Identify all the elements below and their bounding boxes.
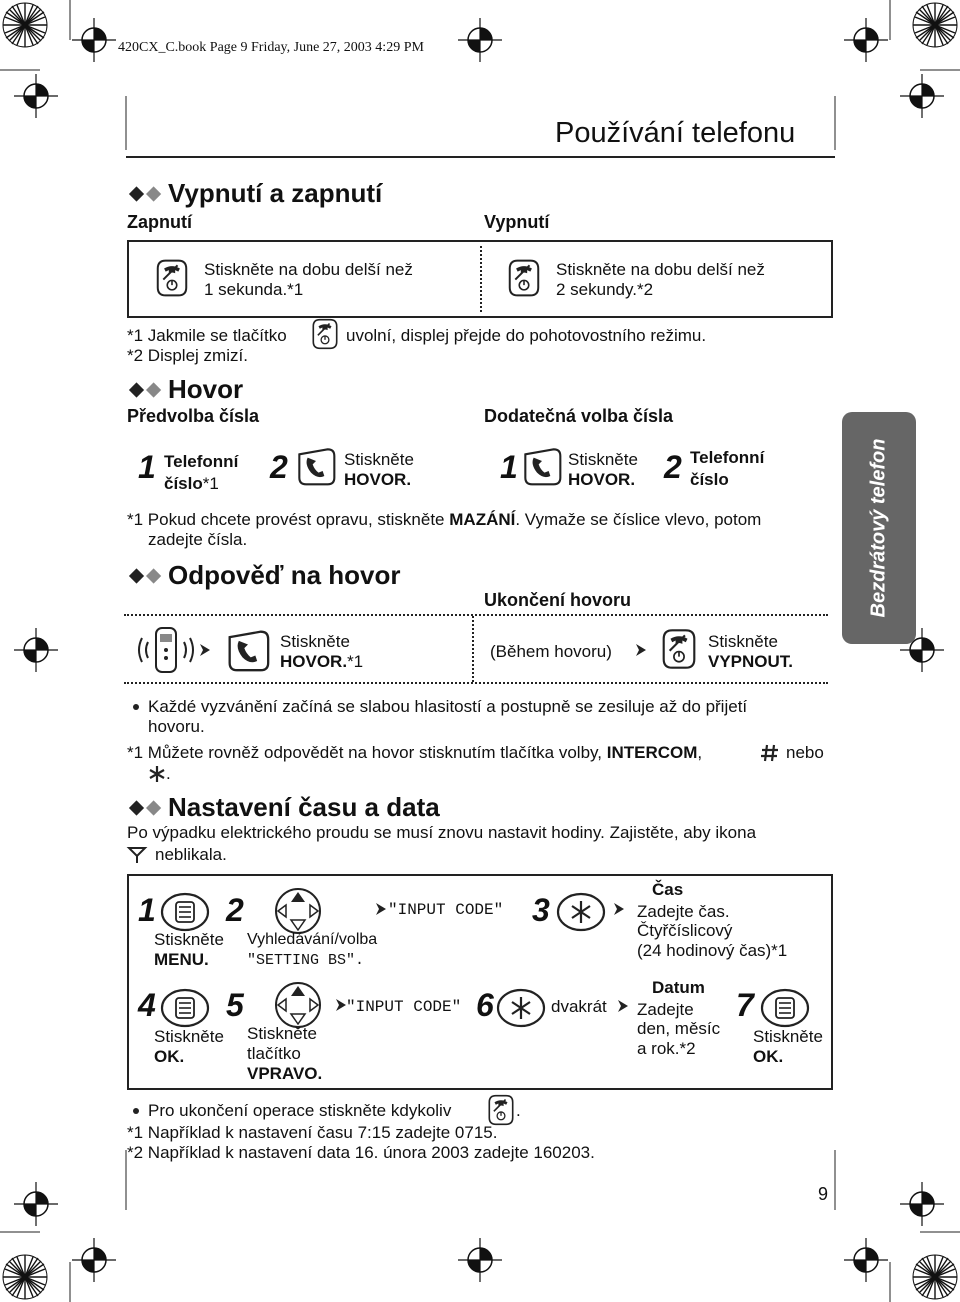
tel-number-label: Telefonní (690, 448, 765, 467)
on-text-2: 1 sekunda.*1 (204, 280, 304, 299)
section-title-call: Hovor (168, 374, 244, 404)
talk-button-icon (226, 628, 270, 672)
registration-mark-icon (900, 74, 944, 118)
answer-bullet-1b: hovoru. (148, 717, 205, 736)
label-off: Vypnutí (484, 212, 550, 232)
date-example: *2 Například k nastavení data 16. února 2003 zadejte 160203. (127, 1143, 595, 1162)
antenna-icon (127, 846, 147, 864)
menu-button-icon (160, 892, 210, 932)
press-label: Stiskněte (154, 1027, 224, 1046)
power-note-1a: *1 Jakmile se tlačítko (127, 326, 287, 345)
right-label: VPRAVO. (247, 1064, 323, 1083)
during-call-label: (Během hovoru) (490, 642, 612, 661)
section-title-time: Nastavení času a data (168, 792, 440, 822)
call-note: *1 Pokud chcete provést opravu, stiskněte MAZÁNÍ. Vymaže se číslice vlevo, potom (127, 510, 762, 529)
phone-off-button-icon (488, 1094, 514, 1126)
power-note-1b: uvolní, displej přejde do pohotovostního režimu. (346, 326, 707, 345)
search-label: Vyhledávání/volba (247, 931, 378, 948)
date-text-1: Zadejte (637, 1000, 694, 1019)
section-title-answer: Odpověď na hovor (168, 560, 401, 590)
corner-starburst-icon (0, 0, 50, 50)
arrow-right-icon (634, 642, 648, 658)
box-divider (480, 246, 482, 312)
press-label: Stiskněte (568, 450, 638, 469)
ok-label: OK. (154, 1047, 185, 1066)
tel-number-label-2: číslo (164, 474, 203, 493)
step-number: 1 (138, 449, 156, 485)
answer-bullet-1: Každé vyzvánění začíná se slabou hlasitostí a postupně se zesiluje až do přijetí (148, 697, 748, 716)
time-title: Čas (652, 880, 684, 899)
registration-mark-icon (458, 1238, 502, 1282)
hovor-label: HOVOR. (344, 470, 412, 489)
exit-note-end: . (516, 1101, 521, 1120)
registration-mark-icon (844, 18, 888, 62)
step-number: 1 (138, 892, 156, 928)
vypnout-label: VYPNOUT. (708, 652, 794, 671)
book-header: 420CX_C.book Page 9 Friday, June 27, 2003 4:29 PM (118, 40, 424, 55)
bullet (133, 704, 139, 710)
talk-button-icon (522, 446, 562, 486)
setting-bs-label: "SETTING BS". (247, 952, 365, 969)
twice-label: dvakrát (551, 997, 607, 1016)
talk-button-icon (296, 446, 336, 486)
answer-divider (472, 616, 474, 682)
power-note-2: *2 Displej zmizí. (127, 346, 248, 365)
time-text-3: (24 hodinový čas)*1 (637, 941, 788, 960)
label-end-call: Ukončení hovoru (484, 590, 632, 610)
phone-off-button-icon (508, 259, 540, 297)
registration-mark-icon (458, 18, 502, 62)
bullet (133, 1108, 139, 1114)
menu-label: MENU. (154, 950, 209, 969)
menu-button-icon (160, 988, 210, 1028)
press-label: Stiskněte (247, 1024, 317, 1043)
arrow-right-icon (198, 642, 212, 658)
date-text-2: den, měsíc (637, 1019, 721, 1038)
call-note-2: zadejte čísla. (148, 530, 248, 549)
answer-note-end: . (166, 764, 171, 783)
date-text-3: a rok.*2 (637, 1039, 696, 1058)
input-code-label: "INPUT CODE" (388, 901, 504, 919)
nav-key-icon (258, 980, 338, 1030)
press-label: Stiskněte (708, 632, 778, 651)
step-number: 6 (476, 987, 494, 1023)
section-diamonds-icon (127, 380, 165, 400)
time-intro: Po výpadku elektrického proudu se musí znovu nastavit hodiny. Zajistěte, aby ikona (127, 823, 757, 842)
side-tab-label: Bezdrátový telefon (867, 438, 890, 618)
tel-number-label-2: číslo (690, 470, 729, 489)
step-number: 4 (138, 987, 156, 1023)
phone-off-button-icon (312, 318, 338, 350)
hovor-label: HOVOR. (280, 652, 348, 671)
input-code-label: "INPUT CODE" (346, 998, 462, 1016)
corner-starburst-icon (910, 1252, 960, 1302)
step-number: 2 (270, 449, 288, 485)
registration-mark-icon (14, 1182, 58, 1226)
step-number: 1 (500, 449, 518, 485)
tel-number-label: Telefonní (164, 452, 239, 471)
answer-note-or: nebo (786, 743, 824, 762)
registration-mark-icon (14, 74, 58, 118)
step-number: 7 (736, 987, 754, 1023)
label-postdial: Dodatečná volba čísla (484, 406, 674, 426)
exit-note: Pro ukončení operace stiskněte kdykoliv (148, 1101, 452, 1120)
corner-starburst-icon (0, 1252, 50, 1302)
answer-note: *1 Můžete rovněž odpovědět na hovor stisknutím tlačítka volby, INTERCOM, (127, 743, 703, 762)
hovor-label: HOVOR. (568, 470, 636, 489)
star-button-icon (556, 892, 606, 932)
section-title-power: Vypnutí a zapnutí (168, 178, 383, 208)
hash-key-icon (760, 743, 780, 763)
press-label: Stiskněte (344, 450, 414, 469)
answer-bottom-rule (124, 682, 828, 684)
step-number: 2 (226, 892, 244, 928)
date-title: Datum (652, 978, 705, 997)
side-tab (842, 412, 916, 644)
answer-top-rule (124, 614, 828, 616)
step-number: 2 (664, 449, 682, 485)
title-rule (126, 156, 835, 158)
corner-starburst-icon (910, 0, 960, 50)
section-diamonds-icon (127, 566, 165, 586)
arrow-right-icon (374, 901, 388, 917)
registration-mark-icon (844, 1238, 888, 1282)
step-number: 3 (532, 892, 550, 928)
section-diamonds-icon (127, 184, 165, 204)
press-label: Stiskněte (753, 1027, 823, 1046)
phone-off-button-icon (662, 628, 696, 670)
footnote-ref: *1 (347, 652, 364, 671)
menu-button-icon (760, 988, 810, 1028)
registration-mark-icon (14, 628, 58, 672)
on-text-1: Stiskněte na dobu delší než (204, 260, 413, 279)
label-predial: Předvolba čísla (127, 406, 260, 426)
step-number: 5 (226, 987, 244, 1023)
phone-off-button-icon (156, 259, 188, 297)
press-label: Stiskněte (280, 632, 350, 651)
arrow-right-icon (612, 901, 626, 917)
off-text-2: 2 sekundy.*2 (556, 280, 654, 299)
time-text-1: Zadejte čas. (637, 902, 730, 921)
registration-mark-icon (72, 18, 116, 62)
ok-label: OK. (753, 1047, 784, 1066)
star-key-icon (148, 765, 166, 783)
section-diamonds-icon (127, 798, 165, 818)
registration-mark-icon (72, 1238, 116, 1282)
time-example: *1 Například k nastavení času 7:15 zadejte 0715. (127, 1123, 498, 1142)
nav-key-icon (258, 886, 338, 936)
star-button-icon (496, 988, 546, 1028)
button-word: tlačítko (247, 1044, 301, 1063)
label-on: Zapnutí (127, 212, 192, 232)
time-intro-2: neblikala. (155, 845, 227, 864)
ringing-handset-icon (138, 624, 194, 676)
footnote-ref: *1 (202, 474, 219, 493)
page-title: Používání telefonu (555, 117, 796, 149)
page-number: 9 (818, 1184, 829, 1204)
arrow-right-icon (616, 998, 630, 1014)
time-text-2: Čtyřčíslicový (637, 921, 733, 940)
off-text-1: Stiskněte na dobu delší než (556, 260, 765, 279)
registration-mark-icon (900, 1182, 944, 1226)
press-label: Stiskněte (154, 930, 224, 949)
